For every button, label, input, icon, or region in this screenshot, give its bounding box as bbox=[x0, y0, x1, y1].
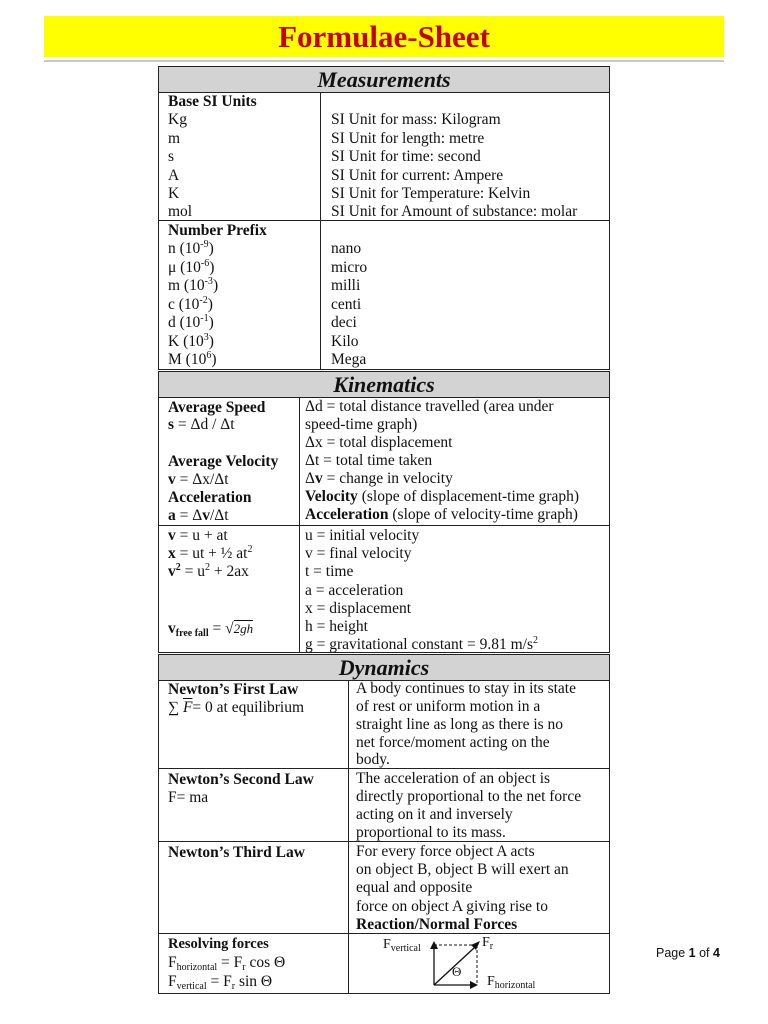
vertical-component-equation: $F_{vertical} = F_r$ sin Θ bbox=[168, 973, 273, 992]
prefix-symbol: d $(10^{-1})$ bbox=[168, 313, 214, 331]
prefix-symbol: M $(10^6)$ bbox=[168, 350, 217, 368]
page-number: Page 1 of 4 bbox=[656, 946, 720, 960]
prefix-symbol: K $(10^3)$ bbox=[168, 331, 214, 350]
diagram-f-resultant-label: $F_r$ bbox=[482, 935, 494, 952]
prefix-name: deci bbox=[331, 314, 357, 331]
horizontal-component-equation: $F_{horizontal} = F_r$ cos Θ bbox=[168, 954, 286, 973]
prefix-symbol: n $(10^{-9})$ bbox=[168, 239, 214, 257]
second-law-description: acting on it and inversely bbox=[356, 806, 513, 823]
third-law-description: on object B, object B will exert an bbox=[356, 861, 569, 878]
kinematics-definition: Δd = total distance travelled (area under bbox=[305, 398, 554, 415]
prefix-name: centi bbox=[331, 295, 362, 313]
newton-third-law-label: Newton’s Third Law bbox=[168, 844, 305, 861]
diagram-theta-label: Θ bbox=[452, 964, 462, 979]
si-unit-symbol: K bbox=[168, 185, 180, 202]
si-unit-description: SI Unit for length: metre bbox=[331, 129, 485, 147]
kinematics-definition: Δx = total displacement bbox=[305, 434, 453, 451]
si-unit-description: SI Unit for current: Ampere bbox=[331, 166, 504, 184]
diagram-f-vertical-label: $F_{vertical}$ bbox=[383, 937, 421, 954]
suvat-equation-3: $v^2 = u^2 + 2ax$ bbox=[168, 562, 249, 580]
gravity-definition: g = gravitational constant = 9.81 $m/s^2$ bbox=[305, 635, 538, 653]
acceleration-slope-definition: Acceleration (slope of velocity-time graph) bbox=[305, 506, 578, 523]
kinematics-definition: speed-time graph) bbox=[305, 416, 418, 433]
variable-definition: x = displacement bbox=[305, 600, 412, 617]
acceleration-equation: a = Δv/Δt bbox=[168, 507, 229, 524]
average-speed-label: Average Speed bbox=[168, 399, 266, 416]
second-law-description: proportional to its mass. bbox=[356, 824, 506, 841]
si-unit-description: SI Unit for Amount of substance: molar bbox=[331, 203, 578, 220]
prefix-symbol: μ $(10^{-6})$ bbox=[168, 257, 215, 276]
third-law-description: For every force object A acts bbox=[356, 843, 535, 860]
measurements-heading: Measurements bbox=[158, 66, 610, 93]
prefix-name: micro bbox=[331, 258, 368, 276]
first-law-description: straight line as long as there is no bbox=[356, 716, 564, 733]
suvat-equation-2: x = ut + ½ $at^2$ bbox=[168, 544, 253, 562]
variable-definition: a = acceleration bbox=[305, 582, 404, 599]
prefix-symbol: m $(10^{-3})$ bbox=[168, 276, 219, 294]
change-in-velocity-definition: Δv = change in velocity bbox=[305, 470, 453, 487]
suvat-equation-1: v = u + at bbox=[168, 527, 228, 544]
second-law-description: The acceleration of an object is bbox=[356, 770, 551, 787]
base-si-heading: Base SI Units bbox=[168, 93, 257, 110]
dynamics-divider bbox=[348, 680, 349, 994]
prefix-name: Kilo bbox=[331, 332, 359, 350]
si-unit-description: SI Unit for mass: Kilogram bbox=[331, 111, 501, 128]
acceleration-label: Acceleration bbox=[168, 489, 252, 506]
first-law-equation: ∑ $\overline{F}= 0$ at equilibrium bbox=[168, 699, 305, 716]
si-unit-symbol: s bbox=[168, 148, 175, 165]
second-law-description: directly proportional to the net force bbox=[356, 788, 582, 805]
diagram-f-horizontal-label: $F_{horizontal}$ bbox=[487, 974, 536, 991]
first-law-description: body. bbox=[356, 751, 390, 768]
kinematics-heading: Kinematics bbox=[158, 371, 610, 398]
si-unit-symbol: A bbox=[168, 166, 180, 184]
dynamics-heading: Dynamics bbox=[158, 654, 610, 681]
si-unit-description: SI Unit for Temperature: Kelvin bbox=[331, 185, 531, 202]
si-unit-description: SI Unit for time: second bbox=[331, 148, 481, 165]
speed-equation: s = Δd / Δt bbox=[168, 416, 235, 433]
variable-definition: v = final velocity bbox=[305, 545, 412, 562]
first-law-description: of rest or uniform motion in a bbox=[356, 698, 541, 715]
free-fall-equation: $v_{free fall} = √2gh$ bbox=[168, 620, 254, 639]
reaction-normal-forces: Reaction/Normal Forces bbox=[356, 916, 518, 933]
variable-definition: t = time bbox=[305, 563, 354, 580]
number-prefix-heading: Number Prefix bbox=[168, 222, 267, 239]
prefix-symbol: c $(10^{-2})$ bbox=[168, 294, 213, 313]
first-law-description: net force/moment acting on the bbox=[356, 734, 550, 751]
prefix-name: nano bbox=[331, 240, 362, 257]
si-unit-symbol: Kg bbox=[168, 111, 187, 128]
prefix-name: Mega bbox=[331, 351, 367, 368]
velocity-equation: v = Δx/Δt bbox=[168, 471, 229, 488]
kinematics-definition: Δt = total time taken bbox=[305, 452, 433, 469]
resolving-forces-label: Resolving forces bbox=[168, 936, 269, 952]
page-title: Formulae-Sheet bbox=[278, 19, 490, 54]
third-law-description: force on object A giving rise to bbox=[356, 898, 548, 915]
title-banner bbox=[44, 16, 724, 57]
variable-definition: u = initial velocity bbox=[305, 527, 420, 544]
velocity-slope-definition: Velocity (slope of displacement-time graph) bbox=[305, 488, 580, 505]
title-rule bbox=[44, 60, 724, 62]
second-law-equation: F= ma bbox=[168, 789, 209, 806]
prefix-name: milli bbox=[331, 277, 361, 294]
measurements-divider bbox=[320, 92, 321, 370]
si-unit-symbol: mol bbox=[168, 203, 193, 220]
first-law-description: A body continues to stay in its state bbox=[356, 680, 576, 697]
newton-first-law-label: Newton’s First Law bbox=[168, 681, 299, 698]
newton-second-law-label: Newton’s Second Law bbox=[168, 771, 314, 788]
variable-definition: h = height bbox=[305, 618, 368, 635]
si-unit-symbol: m bbox=[168, 129, 181, 147]
average-velocity-label: Average Velocity bbox=[168, 453, 279, 470]
third-law-description: equal and opposite bbox=[356, 879, 473, 896]
